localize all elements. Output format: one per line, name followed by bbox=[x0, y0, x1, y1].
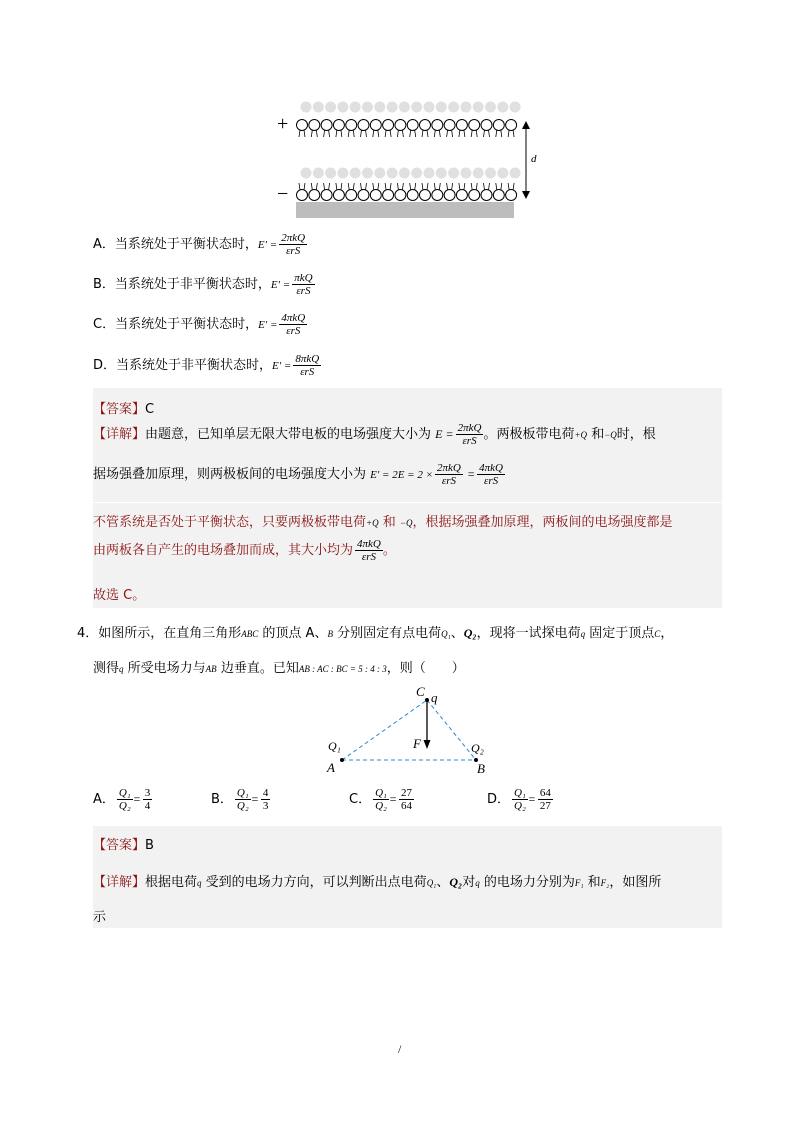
force-f-label: F bbox=[413, 736, 421, 751]
charge-q-label: q bbox=[431, 690, 438, 705]
q4-option-b: B． $\frac{\text{Q₁}}{\text{Q₂}}$ = $\frac{4}{3}$ bbox=[211, 787, 269, 812]
lower-plate bbox=[297, 168, 521, 201]
charged-plates-figure bbox=[270, 98, 550, 222]
vertex-a-label: A bbox=[327, 760, 335, 775]
q4-stem-line-2: 测得q 所受电场力与AB 边垂直。已知AB : AC : BC = 5 : 4 : 3，则（ ） bbox=[93, 661, 465, 676]
right-triangle-figure bbox=[320, 682, 500, 778]
q3-detail-line-3: 不管系统是否处于平衡状态，只要两极板带电荷+Q 和 −Q，根据场强叠加原理，两板间的电场强度都是 bbox=[93, 515, 673, 530]
distance-label: d bbox=[531, 153, 537, 165]
lower-plate-base bbox=[296, 202, 514, 218]
q4-option-c: C． $\frac{\text{Q₁}}{\text{Q₂}}$ = $\frac{27}{64}$ bbox=[349, 787, 412, 812]
charge-q1-label: Q₁ bbox=[328, 739, 341, 753]
vertex-b-label: B bbox=[477, 761, 485, 776]
q3-detail-line-2: 据场强叠加原理，则两极板间的电场强度大小为 E′ = 2E = 2 × $\frac{\text{2πkQ}}{\text{εrS}}$ = $\frac{\text{4πkQ}}{\text{εrS}}$ bbox=[93, 462, 503, 487]
q3-detail-line-5: 故选 C。 bbox=[93, 588, 146, 603]
q4-answer: 【答案】B bbox=[93, 838, 154, 853]
q4-stem-line-1: 4．如图所示，在直角三角形ABC 的顶点 A、B 分别固定有点电荷Q₁、Q₂，现将一试探电荷q 固定于顶点C， bbox=[77, 626, 674, 641]
charge-q2-label: Q₂ bbox=[471, 741, 484, 755]
q3-detail-line-1: 【详解】由题意，已知单层无限大带电板的电场强度大小为 E = $\frac{\text{2πkQ}}{\text{εrS}}$ 。两极板带电荷+Q 和−Q时，根 bbox=[93, 422, 656, 447]
q4-option-a: A． $\frac{\text{Q₁}}{\text{Q₂}}$ = $\frac{3}{4}$ bbox=[93, 787, 151, 812]
page-number: / bbox=[398, 1042, 402, 1056]
q4-detail-line-2: 示 bbox=[93, 910, 107, 925]
plus-sign: + bbox=[277, 113, 289, 135]
upper-plate bbox=[297, 102, 521, 138]
q3-option-c: C．当系统处于平衡状态时，E′ = $\frac{\text{4πkQ}}{\text{εrS}}$ bbox=[93, 312, 306, 337]
q3-option-a: A．当系统处于平衡状态时，E′ = $\frac{\text{2πkQ}}{\text{εrS}}$ bbox=[93, 232, 306, 257]
q3-detail-line-4: 由两板各自产生的电场叠加而成，其大小均为 $\frac{\text{4πkQ}}{\text{εrS}}$ 。 bbox=[93, 538, 396, 563]
q3-answer: 【答案】C bbox=[93, 402, 155, 417]
q4-detail-line-1: 【详解】根据电荷q 受到的电场力方向，可以判断出点电荷Q₁、Q₂对q 的电场力分别为F₁ 和F₂，如图所 bbox=[93, 875, 662, 890]
vertex-c-label: C bbox=[416, 684, 425, 699]
q3-option-b: B．当系统处于非平衡状态时，E′ = $\frac{\text{πkQ}}{\text{εrS}}$ bbox=[93, 272, 313, 297]
q3-option-d: D．当系统处于非平衡状态时，E′ = $\frac{\text{8πkQ}}{\text{εrS}}$ bbox=[93, 353, 320, 378]
minus-sign: − bbox=[277, 183, 289, 205]
q4-option-d: D． $\frac{\text{Q₁}}{\text{Q₂}}$ = $\frac{64}{27}$ bbox=[487, 787, 551, 812]
